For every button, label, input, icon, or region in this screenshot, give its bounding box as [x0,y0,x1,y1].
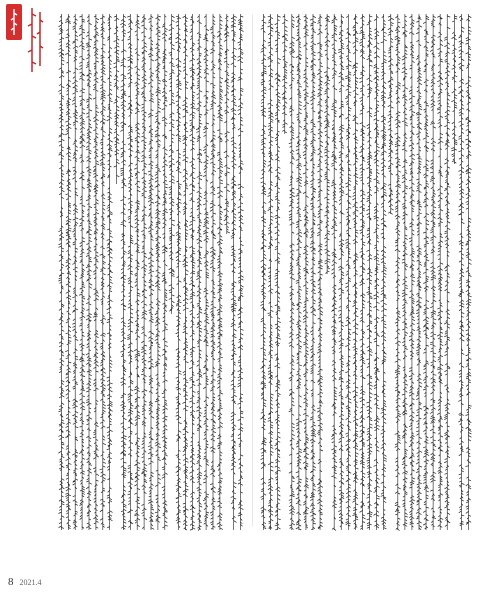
mongolian-text-column [260,12,472,532]
text-line [296,14,302,530]
section-badge [6,4,22,40]
text-line [444,14,450,530]
text-line [310,14,316,530]
text-line [134,14,140,530]
text-line [121,14,127,530]
text-line [210,14,216,530]
text-line [196,14,202,530]
text-line [430,14,436,530]
text-column-left [58,12,244,532]
text-line [114,14,120,184]
text-line [93,14,98,530]
text-line [402,14,408,530]
mongolian-script-title-mark [9,8,19,36]
text-line [155,14,161,530]
text-line [148,14,154,530]
page-number: 8 [8,576,14,588]
text-line [268,14,274,530]
text-column-right [260,12,472,532]
issue-date: 2021.4 [19,578,42,587]
text-line [100,14,106,530]
text-line [331,14,337,530]
text-line [360,14,366,530]
text-line [374,14,380,530]
text-line [409,14,415,530]
mongolian-text-column [58,12,244,532]
text-line [72,14,78,530]
text-line [261,14,267,530]
text-line [466,14,472,530]
text-line [169,14,175,314]
text-line [238,14,244,530]
text-line [303,14,309,530]
text-line [190,14,196,530]
text-line [217,14,223,530]
text-line [224,14,230,234]
text-line [86,14,92,530]
text-line [66,14,72,530]
text-line [452,14,458,164]
text-line [282,14,287,134]
text-line [324,14,330,274]
page-footer [8,576,42,592]
text-line [59,14,65,530]
text-line [346,14,352,530]
text-line [395,14,401,530]
text-line [423,14,429,530]
text-line [162,14,168,530]
column-divider [252,14,253,526]
text-line [141,14,147,530]
text-line [317,14,323,530]
text-line [459,14,465,530]
text-line [176,14,182,530]
text-line [107,14,113,530]
text-line [128,14,134,530]
text-line [183,14,189,530]
text-line [381,14,387,530]
text-line [353,14,359,530]
text-line [231,14,237,530]
text-line [275,14,281,530]
section-header [6,4,52,76]
text-line [338,14,344,530]
section-title-script-image [26,6,46,74]
text-line [388,14,394,214]
text-line [416,14,422,530]
text-line [79,14,85,530]
text-line [437,14,443,530]
text-line [367,14,373,530]
text-line [203,14,209,530]
text-line [289,14,295,530]
